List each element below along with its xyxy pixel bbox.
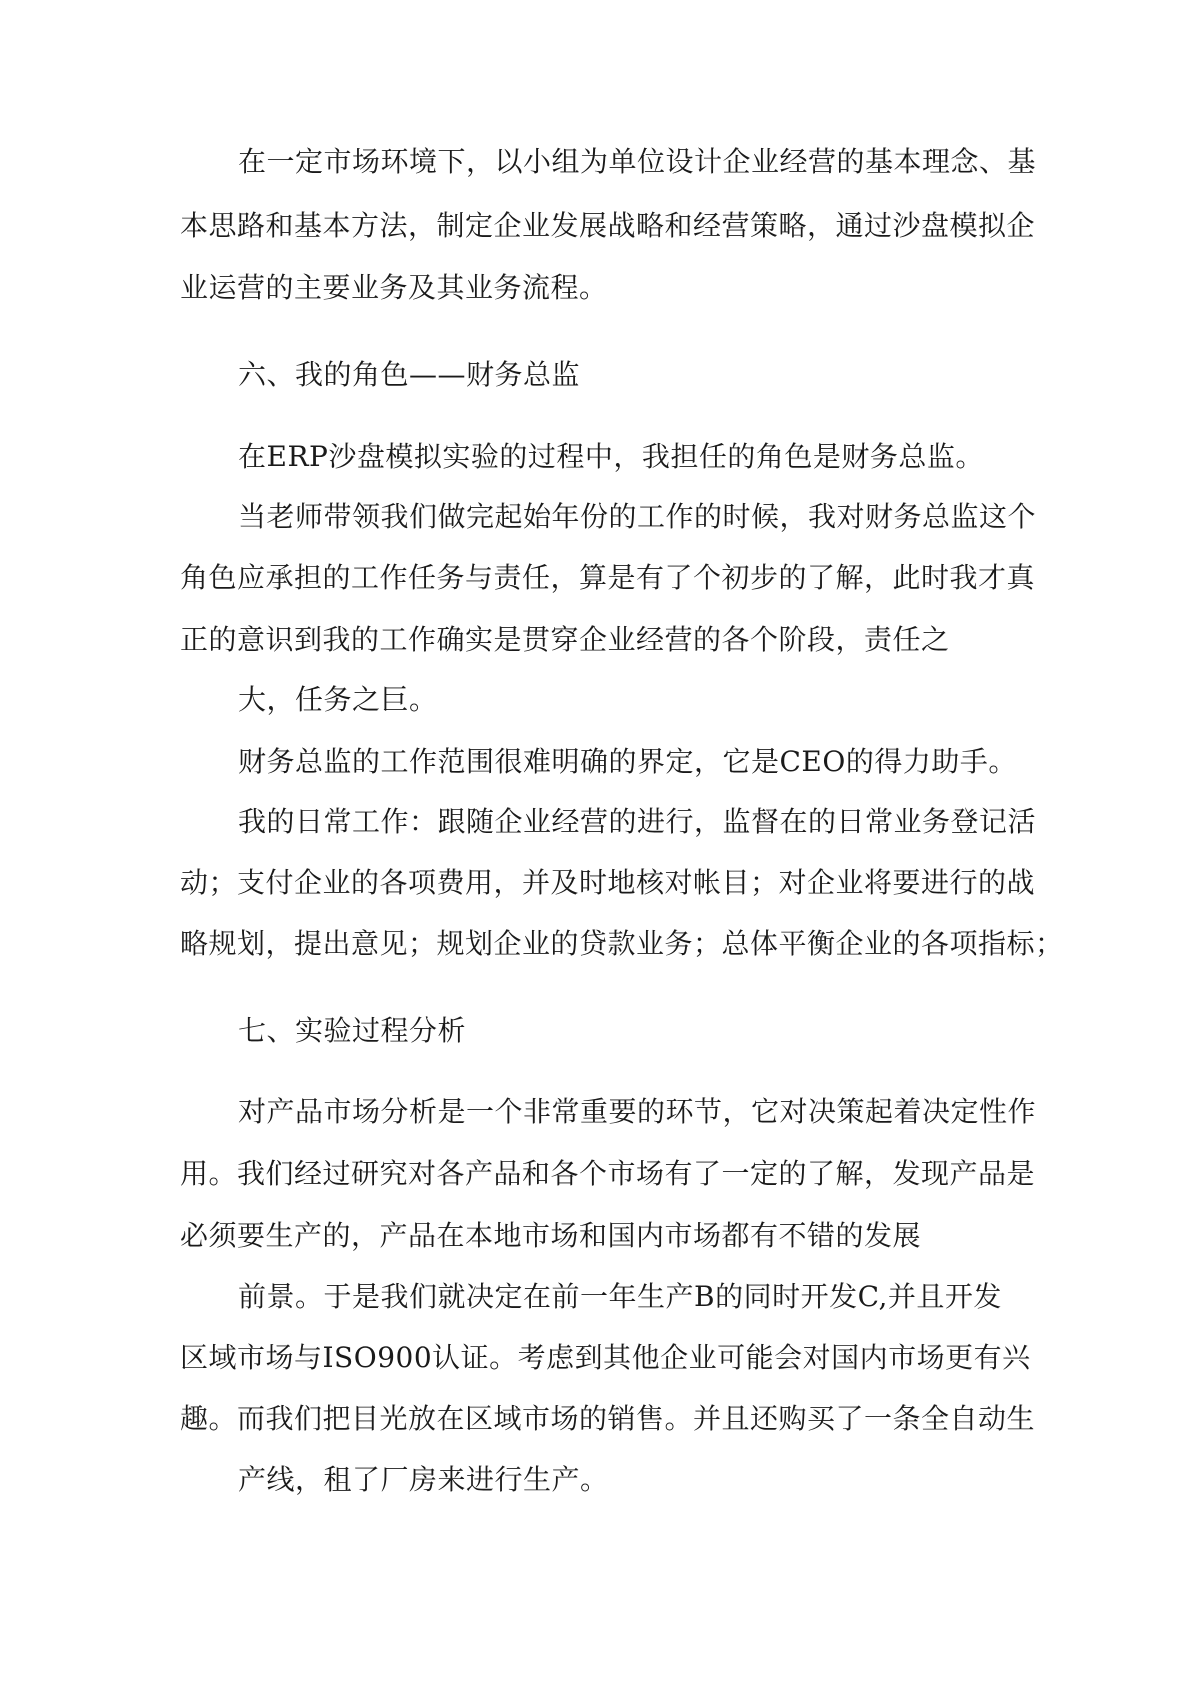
paragraph-line: 业运营的主要业务及其业务流程。: [180, 271, 608, 304]
paragraph-line: 趣。而我们把目光放在区域市场的销售。并且还购买了一条全自动生: [180, 1402, 1036, 1435]
section-heading: 七、实验过程分析: [238, 1014, 467, 1047]
paragraph-line: 在ERP沙盘模拟实验的过程中，我担任的角色是财务总监。: [238, 440, 984, 473]
paragraph-line: 必须要生产的，产品在本地市场和国内市场都有不错的发展: [180, 1219, 922, 1252]
paragraph-line: 角色应承担的工作任务与责任，算是有了个初步的了解，此时我才真: [180, 561, 1036, 594]
paragraph-line: 财务总监的工作范围很难明确的界定，它是CEO的得力助手。: [238, 745, 1017, 778]
paragraph-line: 在一定市场环境下，以小组为单位设计企业经营的基本理念、基: [238, 145, 1037, 178]
paragraph-line: 对产品市场分析是一个非常重要的环节，它对决策起着决定性作: [238, 1095, 1037, 1128]
paragraph-line: 用。我们经过研究对各产品和各个市场有了一定的了解，发现产品是: [180, 1157, 1036, 1190]
paragraph-line: 动；支付企业的各项费用，并及时地核对帐目；对企业将要进行的战: [180, 866, 1036, 899]
section-heading: 六、我的角色——财务总监: [238, 358, 581, 391]
paragraph-line: 前景。于是我们就决定在前一年生产B的同时开发C,并且开发: [238, 1280, 1002, 1313]
paragraph-line: 当老师带领我们做完起始年份的工作的时候，我对财务总监这个: [238, 500, 1037, 533]
paragraph-line: 我的日常工作：跟随企业经营的进行，监督在的日常业务登记活: [238, 805, 1037, 838]
paragraph-line: 正的意识到我的工作确实是贯穿企业经营的各个阶段，责任之: [180, 623, 950, 656]
paragraph-line: 本思路和基本方法，制定企业发展战略和经营策略，通过沙盘模拟企: [180, 209, 1036, 242]
paragraph-line: 产线，租了厂房来进行生产。: [238, 1463, 609, 1496]
paragraph-line: 大，任务之巨。: [238, 683, 438, 716]
paragraph-line: 略规划，提出意见；规划企业的贷款业务；总体平衡企业的各项指标；: [180, 927, 1064, 960]
paragraph-line: 区域市场与ISO900认证。考虑到其他企业可能会对国内市场更有兴: [180, 1341, 1031, 1374]
